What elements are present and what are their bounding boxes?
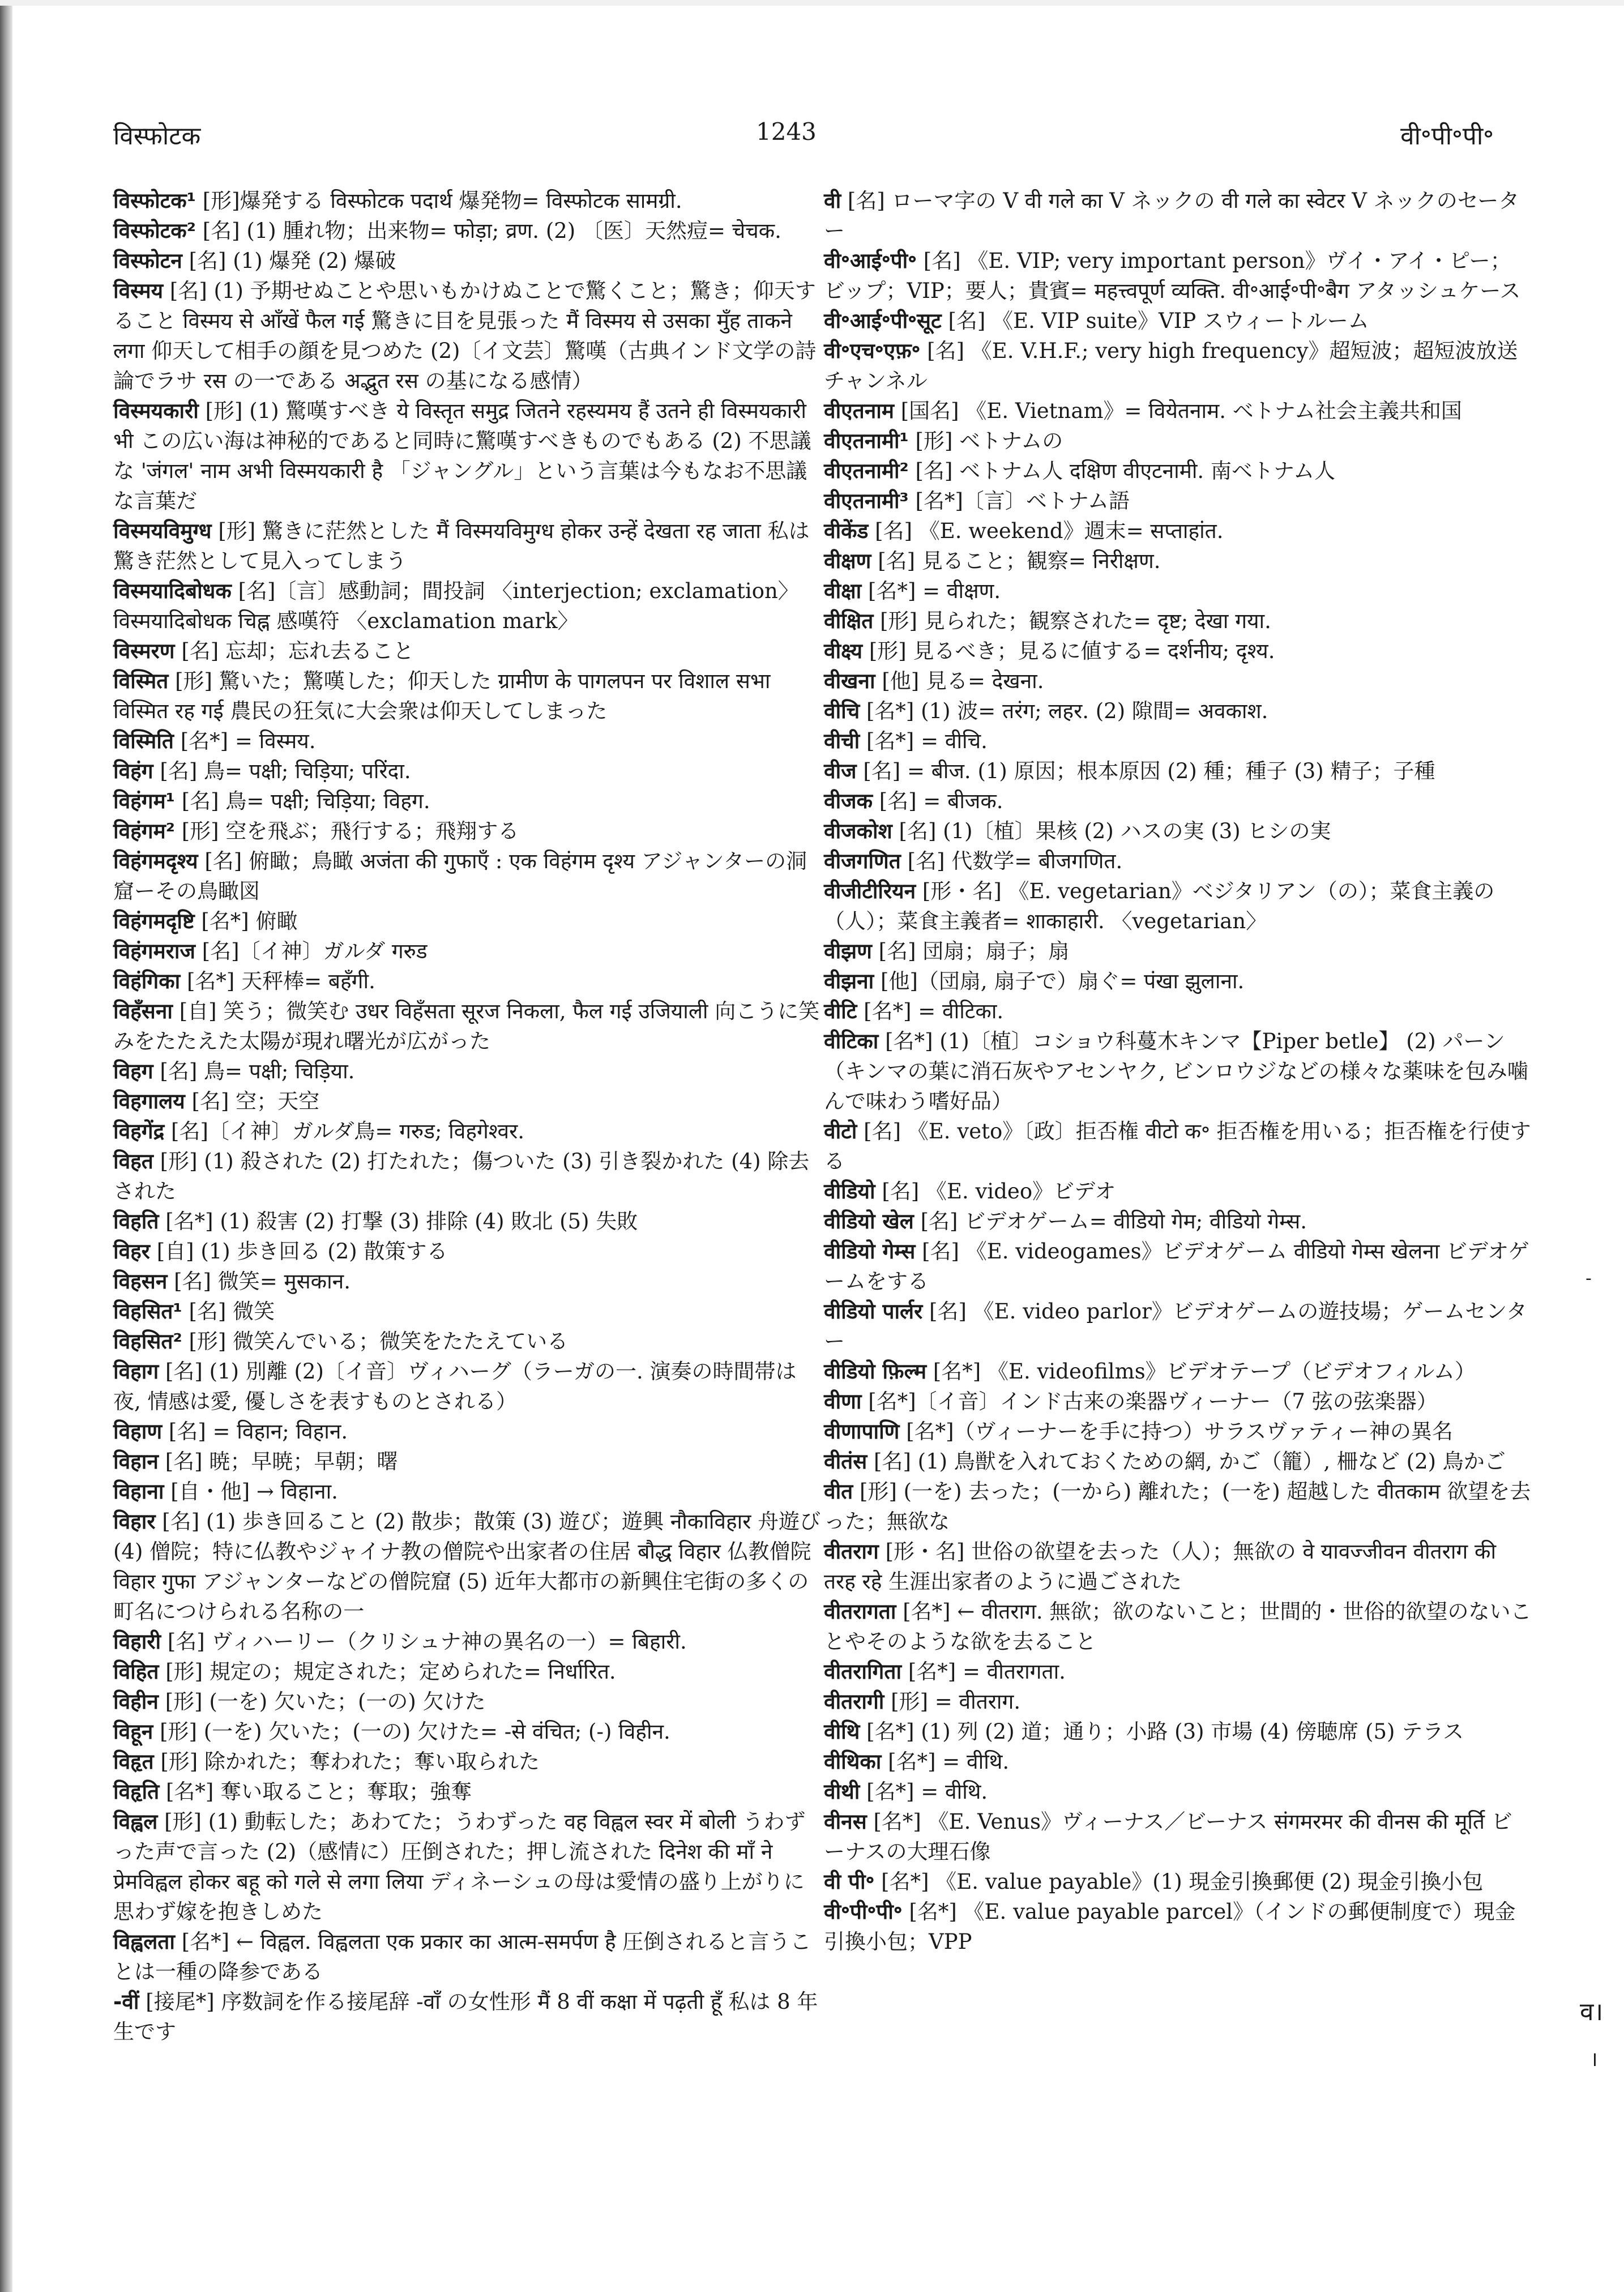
dictionary-entry bbox=[113, 576, 821, 636]
running-head-right: वी॰पी॰पी॰ bbox=[1400, 122, 1494, 151]
headword: वीक्ष्य bbox=[824, 639, 863, 663]
dictionary-entry bbox=[824, 1416, 1532, 1446]
headword: विहंग bbox=[113, 759, 153, 783]
dictionary-entry bbox=[113, 1506, 821, 1627]
headword: वीटि bbox=[824, 999, 857, 1023]
definition: [名*] 《E. Venus》ヴィーナス／ビーナス संगमरमर की वीनस की मूर्ति ビーナスの大理石像 bbox=[824, 1809, 1512, 1864]
definition: [名*]〔言〕ベトナム語 bbox=[915, 489, 1130, 513]
headword: विहित bbox=[113, 1659, 159, 1684]
headword: विस्मयादिबोधक bbox=[113, 579, 232, 603]
headword: विस्मिति bbox=[113, 729, 174, 753]
right-column bbox=[824, 186, 1532, 1957]
dictionary-entry bbox=[824, 186, 1532, 246]
definition: [形・名] 世俗の欲望を去った（人）；無欲の वे यावज्जीवन वीतराग की तरह रहे 生涯出家者のように過ごされた bbox=[824, 1539, 1497, 1594]
definition: [名*] 《E. value payable》(1) 現金引換郵便 (2) 現金引換小包 bbox=[881, 1870, 1484, 1894]
dictionary-entry bbox=[113, 1086, 821, 1116]
definition: [名] ローマ字の V वी गले का V ネックの वी गले का स्वेटर V ネックのセーター bbox=[824, 189, 1520, 243]
headword: विस्मरण bbox=[113, 639, 175, 663]
headword: वीनस bbox=[824, 1809, 867, 1834]
dictionary-entry bbox=[824, 966, 1532, 996]
dictionary-entry bbox=[824, 786, 1532, 816]
headword: वीजकोश bbox=[824, 819, 892, 843]
dictionary-entry bbox=[824, 1657, 1532, 1687]
headword: वीतराग bbox=[824, 1539, 879, 1564]
dictionary-entry bbox=[824, 726, 1532, 756]
dictionary-entry bbox=[824, 396, 1532, 426]
dictionary-entry bbox=[113, 1056, 821, 1086]
headword: विहान bbox=[113, 1449, 159, 1474]
headword: विहसन bbox=[113, 1269, 168, 1294]
definition: [形] (1) 動転した；あわてた；うわずった वह विह्वल स्वर में बोली うわずった声で言った (2)（感情に）圧倒された；押し流された दिनेश की माँ ने प्रेमविह्वल होकर बहू को गले से लगा लिया ディネーシュの母は愛情の盛り上がりに思わず嫁を抱きしめた bbox=[113, 1809, 806, 1924]
headword: वीडियो गेम्स bbox=[824, 1239, 916, 1264]
definition: [他]（団扇, 扇子で）扇ぐ= पंखा झुलाना. bbox=[881, 969, 1245, 993]
dictionary-entry bbox=[113, 396, 821, 516]
headword: वी॰पी॰पी॰ bbox=[824, 1900, 903, 1924]
definition: [名]〔言〕感動詞；間投詞 〈interjection; exclamation〉 विस्मयादिबोधक चिह्न 感嘆符 〈exclamation mark〉 bbox=[113, 579, 799, 633]
headword: विहंगम² bbox=[113, 819, 175, 843]
dictionary-entry bbox=[113, 1236, 821, 1266]
headword: वीखना bbox=[824, 669, 875, 693]
headword: विहारी bbox=[113, 1629, 161, 1654]
headword: वीतरागी bbox=[824, 1689, 884, 1714]
dictionary-entry bbox=[824, 1476, 1532, 1536]
headword: वीएतनामी² bbox=[824, 459, 909, 483]
headword: विहाग bbox=[113, 1359, 159, 1384]
definition: [名] 《E. weekend》週末= सप्ताहांत. bbox=[875, 519, 1224, 543]
headword: वीथि bbox=[824, 1719, 860, 1744]
headword: विहृति bbox=[113, 1779, 160, 1804]
dictionary-entry bbox=[824, 486, 1532, 516]
headword: वीएतनाम bbox=[824, 399, 894, 423]
headword: विस्फोटक¹ bbox=[113, 189, 196, 213]
definition: [形] (一を) 去った；(一から) 離れた；(一を) 超越した वीतकाम 欲望を去った；無欲な bbox=[824, 1479, 1531, 1534]
definition: [形] ベトナムの bbox=[915, 429, 1063, 453]
left-column bbox=[113, 186, 821, 2047]
headword: विस्फोटन bbox=[113, 249, 182, 273]
dictionary-entry bbox=[113, 1807, 821, 1927]
definition: [名*] = वीतरागता. bbox=[908, 1659, 1066, 1684]
headword: वीक्षित bbox=[824, 609, 874, 633]
dictionary-entry bbox=[824, 1206, 1532, 1236]
dictionary-entry bbox=[113, 1987, 821, 2047]
definition: [形] (1) 殺された (2) 打たれた；傷ついた (3) 引き裂かれた (4) 除去された bbox=[113, 1149, 810, 1203]
definition: [形] 微笑んでいる；微笑をたたえている bbox=[189, 1329, 569, 1354]
headword: वीतरागिता bbox=[824, 1659, 902, 1684]
dictionary-entry bbox=[113, 996, 821, 1056]
definition: [形] 驚きに茫然とした मैं विस्मयविमुग्ध होकर उन्हें देखता रह जाता 私は驚き茫然として見入ってしまう bbox=[113, 519, 810, 573]
headword: विहंगमदृश्य bbox=[113, 849, 198, 873]
dictionary-entry bbox=[113, 1627, 821, 1657]
definition: [名*] = वीक्षण. bbox=[868, 579, 1001, 603]
dictionary-entry bbox=[113, 216, 821, 246]
headword: विस्फोटक² bbox=[113, 219, 196, 243]
headword: विहीन bbox=[113, 1689, 159, 1714]
dictionary-entry bbox=[113, 756, 821, 786]
definition: [名*] ← वीतराग. 無欲；欲のないこと；世間的・世俗的欲望のないことやそのような欲を去ること bbox=[824, 1599, 1532, 1654]
definition: [名] 俯瞰；鳥瞰 अजंता की गुफाएँ : एक विहंगम दृश्य アジャンターの洞窟ーその鳥瞰図 bbox=[113, 849, 807, 903]
definition: [形] 驚いた；驚嘆した；仰天した ग्रामीण के पागलपन पर विशाल सभा विस्मित रह गई 農民の狂気に大会衆は仰天してしまった bbox=[113, 669, 771, 723]
dictionary-entry bbox=[824, 1687, 1532, 1717]
definition: [名*] = वीटिका. bbox=[864, 999, 1004, 1023]
dictionary-entry bbox=[113, 906, 821, 936]
headword: विहँसना bbox=[113, 999, 173, 1023]
definition: [形] 規定の；規定された；定められた= निर्धारित. bbox=[165, 1659, 616, 1684]
headword: वीझण bbox=[824, 939, 872, 963]
definition: [名] (1) 腫れ物；出来物= फोड़ा; व्रण. (2) 〔医〕天然痘= चेचक. bbox=[202, 219, 781, 243]
dictionary-entry bbox=[824, 456, 1532, 486]
running-head-left: विस्फोटक bbox=[113, 122, 201, 151]
dictionary-entry bbox=[824, 876, 1532, 936]
definition: [名] (1)〔植〕果核 (2) ハスの実 (3) ヒシの実 bbox=[899, 819, 1331, 843]
definition: [他] 見る= देखना. bbox=[882, 669, 1044, 693]
headword: वी॰एच॰एफ़॰ bbox=[824, 339, 921, 363]
page-number: 1243 bbox=[756, 118, 817, 146]
dictionary-entry bbox=[113, 1296, 821, 1326]
definition: [自・他] → विहाना. bbox=[170, 1479, 338, 1504]
definition: [名] = बीज. (1) 原因；根本原因 (2) 種；種子 (3) 精子；子種 bbox=[863, 759, 1435, 783]
margin-handwritten-mark: । bbox=[1590, 2048, 1598, 2071]
dictionary-entry bbox=[113, 1356, 821, 1416]
dictionary-entry bbox=[824, 1446, 1532, 1476]
headword: विहृत bbox=[113, 1749, 154, 1774]
headword: विहति bbox=[113, 1209, 159, 1234]
definition: [名*] 奪い取ること；奪取；強奪 bbox=[165, 1779, 472, 1804]
headword: विह्वल bbox=[113, 1809, 158, 1834]
dictionary-entry bbox=[824, 1807, 1532, 1867]
headword: विहाण bbox=[113, 1419, 163, 1444]
dictionary-entry bbox=[824, 1597, 1532, 1657]
dictionary-entry bbox=[113, 1476, 821, 1506]
definition: [名] 代数学= बीजगणित. bbox=[907, 849, 1123, 873]
definition: [名] = विहान; विहान. bbox=[168, 1419, 348, 1444]
definition: [名] 《E. VIP suite》VIP スウィートルーム bbox=[948, 309, 1369, 333]
dictionary-entry bbox=[824, 816, 1532, 846]
headword: विहत bbox=[113, 1149, 153, 1173]
definition: [名] ヴィハーリー（クリシュナ神の異名の一）= बिहारी. bbox=[167, 1629, 687, 1654]
dictionary-entry bbox=[113, 1416, 821, 1446]
definition: [名] (1) 別離 (2)〔イ音〕ヴィハーグ（ラーガの一. 演奏の時間帯は夜, 情感は愛, 優しさを表すものとされる） bbox=[113, 1359, 797, 1414]
headword: वीथी bbox=[824, 1779, 860, 1804]
headword: वीजगणित bbox=[824, 849, 901, 873]
dictionary-entry bbox=[824, 756, 1532, 786]
definition: [名] (1) 鳥獣を入れておくための網, かご（籠）, 柵など (2) 鳥かご bbox=[874, 1449, 1506, 1474]
definition: [名*] = वीथि. bbox=[866, 1779, 988, 1804]
dictionary-entry bbox=[113, 726, 821, 756]
dictionary-entry bbox=[113, 1446, 821, 1476]
headword: वीथिका bbox=[824, 1749, 882, 1774]
definition: [形] 除かれた；奪われた；奪い取られた bbox=[160, 1749, 540, 1774]
headword: वीजक bbox=[824, 789, 873, 813]
dictionary-entry bbox=[113, 1326, 821, 1356]
headword: वीएतनामी¹ bbox=[824, 429, 909, 453]
definition: [名] 《E. video parlor》ビデオゲームの遊技場；ゲームセンター bbox=[824, 1299, 1527, 1354]
headword: वीज bbox=[824, 759, 857, 783]
definition: [形] (1) 驚嘆すべき ये विस्तृत समुद्र जितने रहस्यमय हैं उतने ही विस्मयकारी भी この広い海は神秘的であると同時に驚嘆すべきものでもある (2) 不思議な 'जंगल' नाम अभी विस्मयकारी है 「ジャングル」という言葉は今もなお不思議な言葉だ bbox=[113, 399, 811, 513]
headword: विस्मयविमुग्ध bbox=[113, 519, 212, 543]
definition: [形] (一を) 欠いた；(一の) 欠けた= -से वंचित; (-) विहीन. bbox=[160, 1719, 670, 1744]
definition: [形・名] 《E. vegetarian》ベジタリアン（の）；菜食主義の（人）；菜食主義者= शाकाहारी. 〈vegetarian〉 bbox=[824, 879, 1495, 933]
dictionary-entry bbox=[113, 1747, 821, 1777]
dictionary-entry bbox=[824, 1296, 1532, 1356]
definition: [名] 《E. V.H.F.; very high frequency》超短波；超短波放送チャンネル bbox=[824, 339, 1518, 393]
dictionary-entry bbox=[113, 1206, 821, 1236]
headword: वीची bbox=[824, 729, 860, 753]
dictionary-entry bbox=[824, 1176, 1532, 1206]
dictionary-entry bbox=[113, 936, 821, 966]
headword: वीणा bbox=[824, 1389, 862, 1414]
dictionary-entry bbox=[824, 1777, 1532, 1807]
definition: [名] 《E. VIP; very important person》ヴイ・アイ・ピー；ビップ；VIP；要人；貴賓= महत्त्वपूर्ण व्यक्ति. वी॰आई॰पी॰बैग アタッシュケース bbox=[824, 249, 1521, 303]
dictionary-entry bbox=[824, 576, 1532, 606]
dictionary-entry bbox=[824, 1386, 1532, 1416]
definition: [名] 見ること；観察= निरीक्षण. bbox=[878, 549, 1161, 573]
dictionary-entry bbox=[113, 666, 821, 726]
headword: वी bbox=[824, 189, 841, 213]
headword: विहसित² bbox=[113, 1329, 182, 1354]
dictionary-entry bbox=[824, 516, 1532, 546]
dictionary-entry bbox=[824, 936, 1532, 966]
dictionary-entry bbox=[824, 1867, 1532, 1897]
definition: [形] 見るべき；見るに値する= दर्शनीय; दृश्य. bbox=[869, 639, 1275, 663]
dictionary-entry bbox=[824, 1717, 1532, 1747]
definition: [自] 笑う；微笑む उधर विहँसता सूरज निकला, फैल गई उजियाली 向こうに笑みをたたえた太陽が現れ曙光が広がった bbox=[113, 999, 820, 1053]
dictionary-entry bbox=[824, 1747, 1532, 1777]
headword: वी॰आई॰पी॰ bbox=[824, 249, 917, 273]
definition: [形] 見られた；観察された= दृष्ट; देखा गया. bbox=[880, 609, 1271, 633]
headword: वीणापाणि bbox=[824, 1419, 900, 1444]
definition: [名] 鳥= पक्षी; चिड़िया; परिंदा. bbox=[160, 759, 411, 783]
definition: [名*] ← विह्वल. विह्वलता एक प्रकार का आत्म-समर्पण है 圧倒されると言うことは一種の降参である bbox=[113, 1930, 811, 1984]
dictionary-entry bbox=[824, 666, 1532, 696]
definition: [名] 《E. veto》〔政〕拒否権 वीटो क॰ 拒否権を用いる；拒否権を行使する bbox=[824, 1119, 1531, 1173]
headword: वीडियो खेल bbox=[824, 1209, 914, 1234]
definition: [名] 《E. videogames》ビデオゲーム वीडियो गेम्स खेलना ビデオゲームをする bbox=[824, 1239, 1529, 1294]
definition: [名] 団扇；扇子；扇 bbox=[878, 939, 1070, 963]
definition: [名*] 天秤棒= बहँगी. bbox=[186, 969, 375, 993]
headword: वी पी॰ bbox=[824, 1870, 875, 1894]
headword: विस्मय bbox=[113, 279, 164, 303]
dictionary-entry bbox=[113, 1657, 821, 1687]
dictionary-entry bbox=[113, 786, 821, 816]
headword: विस्मित bbox=[113, 669, 169, 693]
dictionary-entry bbox=[113, 1687, 821, 1717]
dictionary-entry bbox=[113, 1717, 821, 1747]
headword: वीटिका bbox=[824, 1029, 879, 1053]
headword: वीडियो पार्लर bbox=[824, 1299, 923, 1324]
dictionary-entry bbox=[824, 1026, 1532, 1116]
margin-handwritten-mark: व। bbox=[1580, 1998, 1604, 2026]
dictionary-entry bbox=[113, 246, 821, 276]
headword: विहगालय bbox=[113, 1089, 185, 1113]
dictionary-entry bbox=[113, 516, 821, 576]
dictionary-entry bbox=[824, 306, 1532, 336]
definition: [名*] (1) 波= तरंग; लहर. (2) 隙間= अवकाश. bbox=[866, 699, 1268, 723]
definition: [名*] (1) 列 (2) 道；通り；小路 (3) 市場 (4) 傍聴席 (5) テラス bbox=[866, 1719, 1464, 1744]
headword: वीझना bbox=[824, 969, 874, 993]
definition: [名*] (1)〔植〕コショウ科蔓木キンマ【Piper betle】 (2) パーン（キンマの葉に消石灰やアセンヤク, ビンロウジなどの様々な薬味を包み噛んで味わう嗜好品） bbox=[824, 1029, 1528, 1113]
dictionary-entry bbox=[824, 1536, 1532, 1597]
definition: [名*] = विस्मय. bbox=[180, 729, 316, 753]
dictionary-entry bbox=[113, 1927, 821, 1987]
definition: [名] 暁；早暁；早朝；曙 bbox=[165, 1449, 398, 1474]
headword: विहंगमराज bbox=[113, 939, 195, 963]
headword: वीकेंड bbox=[824, 519, 869, 543]
dictionary-entry bbox=[113, 276, 821, 396]
headword: विस्मयकारी bbox=[113, 399, 199, 423]
definition: [名] 微笑 bbox=[189, 1299, 275, 1324]
definition: [名] 《E. video》ビデオ bbox=[882, 1179, 1116, 1203]
definition: [名] ビデオゲーム= वीडियो गेम; वीडियो गेम्स. bbox=[920, 1209, 1307, 1234]
definition: [形]爆発する विस्फोटक पदार्थ 爆発物= विस्फोटक सामग्री. bbox=[202, 189, 682, 213]
headword: वीतंस bbox=[824, 1449, 867, 1474]
definition: [名]〔イ神〕ガルダ鳥= गरुड; विहगेश्वर. bbox=[171, 1119, 525, 1143]
dictionary-entry bbox=[113, 1777, 821, 1807]
headword: वीएतनामी³ bbox=[824, 489, 909, 513]
headword: वीडियो फ़िल्म bbox=[824, 1359, 927, 1384]
definition: [名] 鳥= पक्षी; चिड़िया; विहग. bbox=[181, 789, 430, 813]
dictionary-entry bbox=[113, 846, 821, 906]
headword: विहून bbox=[113, 1719, 153, 1744]
dictionary-entry bbox=[824, 636, 1532, 666]
headword: विहग bbox=[113, 1059, 153, 1083]
headword: वीक्षण bbox=[824, 549, 871, 573]
headword: विहाना bbox=[113, 1479, 164, 1504]
dictionary-entry bbox=[113, 636, 821, 666]
definition: [名] ベトナム人 दक्षिण वीएटनामी. 南ベトナム人 bbox=[915, 459, 1336, 483]
definition: [名] 鳥= पक्षी; चिड़िया. bbox=[160, 1059, 355, 1083]
definition: [名*] = वीथि. bbox=[888, 1749, 1010, 1774]
dictionary-entry bbox=[824, 426, 1532, 456]
dictionary-entry bbox=[824, 1116, 1532, 1176]
definition: [名*] 俯瞰 bbox=[201, 909, 298, 933]
headword: विहगेंद्र bbox=[113, 1119, 165, 1143]
definition: [形] = वीतराग. bbox=[891, 1689, 1021, 1714]
dictionary-entry bbox=[113, 816, 821, 846]
headword: वीचि bbox=[824, 699, 860, 723]
headword: विह्वलता bbox=[113, 1930, 175, 1954]
dictionary-entry bbox=[113, 1266, 821, 1296]
dictionary-entry bbox=[113, 186, 821, 216]
headword: वी॰आई॰पी॰सूट bbox=[824, 309, 942, 333]
definition: [名*] (1) 殺害 (2) 打撃 (3) 排除 (4) 敗北 (5) 失敗 bbox=[165, 1209, 638, 1234]
scan-shadow-edge bbox=[0, 0, 12, 2292]
headword: -वीं bbox=[113, 1990, 139, 2014]
definition: [国名] 《E. Vietnam》= वियेतनाम. ベトナム社会主義共和国 bbox=[900, 399, 1462, 423]
dictionary-entry bbox=[113, 1146, 821, 1206]
headword: विहार bbox=[113, 1509, 156, 1534]
definition: [名] = बीजक. bbox=[879, 789, 1003, 813]
definition: [名*] 《E. value payable parcel》（インドの郵便制度で）現金引換小包；VPP bbox=[824, 1900, 1516, 1954]
headword: विहसित¹ bbox=[113, 1299, 182, 1324]
definition: [名*]〔イ音〕インド古来の楽器ヴィーナー（7 弦の弦楽器） bbox=[868, 1389, 1438, 1414]
dictionary-entry bbox=[824, 846, 1532, 876]
definition: [形] 空を飛ぶ；飛行する；飛翔する bbox=[181, 819, 519, 843]
dictionary-entry bbox=[824, 546, 1532, 576]
headword: वीजीटीरियन bbox=[824, 879, 916, 903]
dictionary-entry bbox=[824, 246, 1532, 306]
dictionary-entry bbox=[824, 606, 1532, 636]
headword: वीत bbox=[824, 1479, 853, 1504]
dictionary-entry bbox=[824, 336, 1532, 396]
scan-top-edge bbox=[0, 0, 1624, 6]
definition: [名] (1) 歩き回ること (2) 散歩；散策 (3) 遊び；遊興 नौकाविहार 舟遊び (4) 僧院；特に仏教やジャイナ教の僧院や出家者の住居 बौद्ध विहार 仏教僧院 विहार गुफा アジャンターなどの僧院窟 (5) 近年大都市の新興住宅街の多くの町名につけられる名称の一 bbox=[113, 1509, 821, 1624]
definition: [名*] = वीचि. bbox=[866, 729, 988, 753]
headword: वीक्षा bbox=[824, 579, 862, 603]
headword: विहंगमदृष्टि bbox=[113, 909, 195, 933]
definition: [名] 空；天空 bbox=[191, 1089, 320, 1113]
dictionary-entry bbox=[113, 966, 821, 996]
headword: वीटो bbox=[824, 1119, 857, 1143]
dictionary-entry bbox=[824, 996, 1532, 1026]
headword: विहंगम¹ bbox=[113, 789, 175, 813]
headword: विहंगिका bbox=[113, 969, 181, 993]
definition: [名]〔イ神〕ガルダ गरुड bbox=[202, 939, 428, 963]
definition: [名*]（ヴィーナーを手に持つ）サラスヴァティー神の異名 bbox=[906, 1419, 1453, 1444]
dictionary-entry bbox=[113, 1116, 821, 1146]
definition: [名*] 《E. videofilms》ビデオテープ（ビデオフィルム） bbox=[933, 1359, 1476, 1384]
definition: [名] 忘却；忘れ去ること bbox=[181, 639, 414, 663]
dictionary-entry bbox=[824, 1236, 1532, 1296]
headword: वीतरागता bbox=[824, 1599, 896, 1624]
definition: [名] (1) 爆発 (2) 爆破 bbox=[189, 249, 396, 273]
definition: [名] (1) 予期せぬことや思いもかけぬことで驚くこと；驚き；仰天すること विस्मय से आँखें फैल गई 驚きに目を見張った मैं विस्मय से उसका मुँह ताकने लगा 仰天して相手の顔を見つめた (2)〔イ文芸〕驚嘆（古典インド文学の詩論でラサ रस の一である अद्भुत रस の基になる感情） bbox=[113, 279, 817, 393]
headword: विहर bbox=[113, 1239, 150, 1264]
margin-handwritten-mark: - bbox=[1585, 1269, 1592, 1288]
dictionary-entry bbox=[824, 696, 1532, 726]
dictionary-entry bbox=[824, 1356, 1532, 1386]
headword: वीडियो bbox=[824, 1179, 875, 1203]
dictionary-entry bbox=[824, 1897, 1532, 1957]
definition: [接尾*] 序数詞を作る接尾辞 -वाँ の女性形 मैं 8 वीं कक्षा में पढ़ती हूँ 私は 8 年生です bbox=[113, 1990, 818, 2044]
definition: [形] (一を) 欠いた；(一の) 欠けた bbox=[165, 1689, 486, 1714]
definition: [名] 微笑= मुसकान. bbox=[174, 1269, 351, 1294]
definition: [自] (1) 歩き回る (2) 散策する bbox=[156, 1239, 448, 1264]
